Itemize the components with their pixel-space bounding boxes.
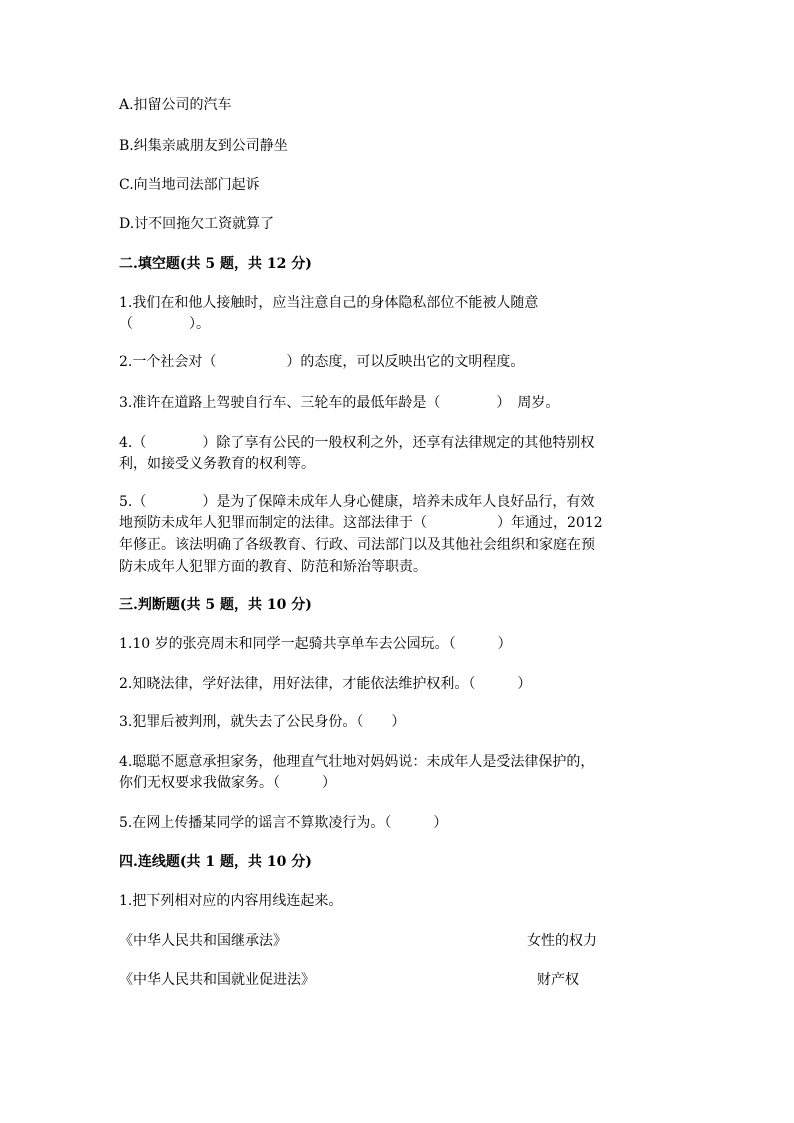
- fill-question-5-line-4: 防未成年人犯罪方面的教育、防范和矫治等职责。: [119, 559, 427, 575]
- fill-question-3: 3.准许在道路上驾驶自行车、三轮车的最低年龄是（ ） 周岁。: [119, 395, 560, 411]
- fill-question-5-line-3: 年修正。该法明确了各级教育、行政、司法部门以及其他社会组织和家庭在预: [119, 537, 595, 553]
- fill-question-1-line-1: 1.我们在和他人接触时，应当注意自己的身体隐私部位不能被人随意: [119, 295, 539, 311]
- judge-question-3: 3.犯罪后被判刑，就失去了公民身份。（ ）: [119, 714, 406, 730]
- match-right-item-2: 财产权: [537, 972, 579, 988]
- match-right-item-1: 女性的权力: [527, 933, 597, 949]
- judge-question-4-line-2: 你们无权要求我做家务。（ ）: [119, 775, 336, 791]
- match-question-1: 1.把下列相对应的内容用线连起来。: [119, 893, 343, 909]
- fill-question-4-line-1: 4.（ ）除了享有公民的一般权利之外，还享有法律规定的其他特别权: [119, 435, 595, 451]
- section-fill-heading: 二.填空题(共 5 题，共 12 分): [119, 256, 312, 272]
- option-b: B.纠集亲戚朋友到公司静坐: [119, 138, 288, 154]
- judge-question-1: 1.10 岁的张亮周末和同学一起骑共享单车去公园玩。（ ）: [119, 636, 512, 652]
- option-c: C.向当地司法部门起诉: [119, 177, 260, 193]
- fill-question-1-line-2: （ ）。: [119, 316, 210, 332]
- section-judge-heading: 三.判断题(共 5 题，共 10 分): [119, 597, 312, 613]
- option-d: D.讨不回拖欠工资就算了: [119, 216, 275, 232]
- judge-question-4-line-1: 4.聪聪不愿意承担家务，他理直气壮地对妈妈说：未成年人是受法律保护的，: [119, 754, 595, 770]
- match-left-item-2: 《中华人民共和国就业促进法》: [119, 972, 315, 988]
- fill-question-5-line-2: 地预防未成年人犯罪而制定的法律。这部法律于（ ）年通过，2012: [119, 515, 603, 531]
- judge-question-5: 5.在网上传播某同学的谣言不算欺凌行为。（ ）: [119, 815, 448, 831]
- match-left-item-1: 《中华人民共和国继承法》: [119, 933, 287, 949]
- section-match-heading: 四.连线题(共 1 题，共 10 分): [119, 854, 312, 870]
- option-a: A.扣留公司的汽车: [119, 97, 232, 113]
- fill-question-2: 2.一个社会对（ ）的态度，可以反映出它的文明程度。: [119, 354, 525, 370]
- fill-question-5-line-1: 5.（ ）是为了保障未成年人身心健康，培养未成年人良好品行，有效: [119, 494, 595, 510]
- judge-question-2: 2.知晓法律，学好法律，用好法律，才能依法维护权利。（ ）: [119, 676, 532, 692]
- fill-question-4-line-2: 利，如接受义务教育的权利等。: [119, 456, 315, 472]
